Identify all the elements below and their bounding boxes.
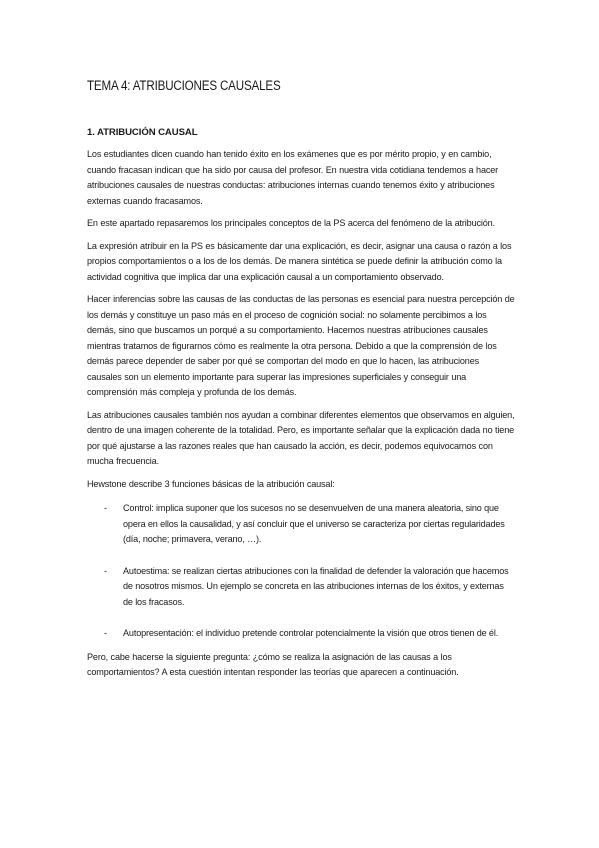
paragraph-2: En este apartado repasaremos los principales conceptos de la PS acerca del fenómeno de la atribución. (87, 218, 495, 228)
document-title: TEMA 4: ATRIBUCIONES CAUSALES (87, 78, 281, 93)
functions-list (87, 501, 515, 642)
closing-paragraph: Pero, cabe hacerse la siguiente pregunta: ¿cómo se realiza la asignación de las causas a los comportamientos? A esta cuestión intentan responder las teorías que aparecen a continuación. (87, 651, 459, 677)
list-item-text: Control: implica suponer que los sucesos no se desenvuelven de una manera aleatoria, sino que opera en ellos la causalidad, y así concluir que el universo se caracteriza por ciertas regularidades (día, noche; primavera, verano, …). (123, 503, 505, 544)
list-dash: - (104, 503, 107, 513)
list-dash: - (104, 565, 107, 576)
paragraph-3: La expresión atribuir en la PS es básicamente dar una explicación, es decir, asignar una causa o razón a los propios comportamientos o a los de los demás. De manera sintética se puede definir la atribución como la actividad cognitiva que implica dar una explicación causal a un comportamiento observado. (87, 240, 512, 282)
paragraph-6: Hewstone describe 3 funciones básicas de la atribución causal: (87, 478, 335, 489)
list-item-text: Autopresentación: el individuo pretende controlar potencialmente la visión que otros tienen de él. (123, 628, 499, 638)
paragraph-4: Hacer inferencias sobre las causas de las conductas de las personas es esencial para nuestra percepción de los demás y constituye un paso más en el proceso de cognición social: no solamente percibimos a los demás, sino que buscamos un porqué a su comportamiento. Hacemos nuestras atribuciones causales mientras tratamos de figurarnos cómo es realmente la otra persona. Debido a que la comprensión de los demás parece depender de saber por qué se comportan del modo en que lo hacen, las atribuciones causales son un elemento importante para superar las impresiones superficiales y conseguir una comprensión más compleja y profunda de los demás. (87, 294, 515, 397)
document-page (87, 78, 515, 688)
paragraph-1: Los estudiantes dicen cuando han tenido éxito en los exámenes que es por mérito propio, y en cambio, cuando fracasan indican que ha sido por causa del profesor. En nuestra vida cotidiana tendemos a hacer atribuciones causales de nuestras conductas: atribuciones internas cuando tenemos éxito y atribuciones externas cuando fracasamos. (87, 149, 499, 206)
list-item-control (87, 501, 515, 548)
list-item-autopresentacion (87, 626, 515, 642)
section-heading: 1. ATRIBUCIÓN CAUSAL (87, 127, 198, 138)
list-item-text: Autoestima: se realizan ciertas atribuciones con la finalidad de defender la valoración que hacemos de nosotros mismos. Un ejemplo se concreta en las atribuciones internas de los éxitos, y externas de los fracasos. (123, 565, 509, 607)
list-item-autoestima (87, 564, 515, 611)
list-dash: - (104, 628, 107, 638)
paragraph-5: Las atribuciones causales también nos ayudan a combinar diferentes elementos que observamos en alguien, dentro de una imagen coherente de la totalidad. Pero, es importante señalar que la explicación dada no tiene por qué ajustarse a las razones reales que han causado la acción, es decir, podemos equivocarnos con mucha frecuencia. (87, 409, 515, 466)
